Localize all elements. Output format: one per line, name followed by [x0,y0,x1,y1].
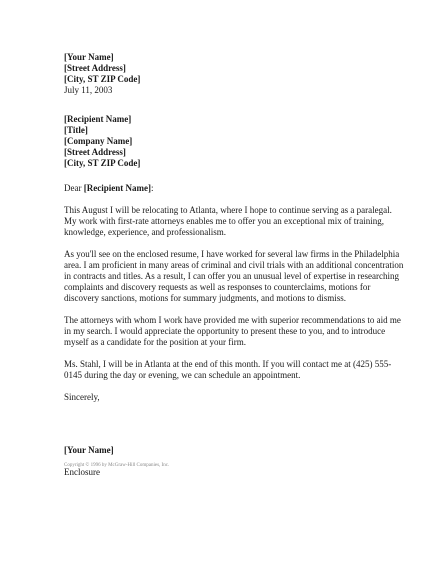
body-paragraph-2: As you'll see on the enclosed resume, I have worked for several law firms in the Philadelphia area. I am proficient in many areas of criminal and civil trials with an additional concentration in contracts and titles. As a result, I can offer you an unusual level of expertise in researching complaints and discovery requests as well as responses to counterclaims, motions for discovery sanctions, motions for summary judgments, and motions to dismiss. [64,249,404,303]
copyright-footer: Copyright © 1996 by McGraw-Hill Companies, Inc. [64,463,170,468]
recipient-name: [Recipient Name] [64,114,132,124]
signature-name: [Your Name] [64,445,114,455]
spacer [64,348,404,359]
salutation [64,183,404,194]
spacer [64,169,404,183]
signature-space [64,403,404,445]
sender-name: [Your Name] [64,52,114,62]
spacer [64,238,404,249]
salutation-recipient-name: [Recipient Name] [83,183,151,193]
spacer [64,304,404,315]
body-paragraph-3: The attorneys with whom I work have provided me with superior recommendations to aid me in my search. I would appreciate the opportunity to present these to you, and to introduce myself as a candidate for the position at your firm. [64,315,401,347]
letter-date: July 11, 2003 [64,85,113,95]
spacer [64,194,404,205]
recipient-title: [Title] [64,125,88,135]
spacer [64,96,404,114]
closing: Sincerely, [64,392,100,402]
spacer [64,381,404,392]
enclosure: Enclosure [64,467,100,477]
salutation-suffix: : [150,183,154,193]
recipient-street: [Street Address] [64,147,126,157]
recipient-city-state-zip: [City, ST ZIP Code] [64,158,141,168]
body-paragraph-1: This August I will be relocating to Atlanta, where I hope to continue serving as a paralegal. My work with first-rate attorneys enables me to offer you an exceptional mix of training, knowledge, experience, and professionalism. [64,205,392,237]
letter [64,52,404,478]
sender-city-state-zip: [City, ST ZIP Code] [64,74,141,84]
recipient-company: [Company Name] [64,136,133,146]
sender-street: [Street Address] [64,63,126,73]
salutation-prefix: Dear [64,183,84,193]
body-paragraph-4: Ms. Stahl, I will be in Atlanta at the end of this month. If you will contact me at (425) 555-0145 during the day or evening, we can schedule an appointment. [64,359,392,380]
